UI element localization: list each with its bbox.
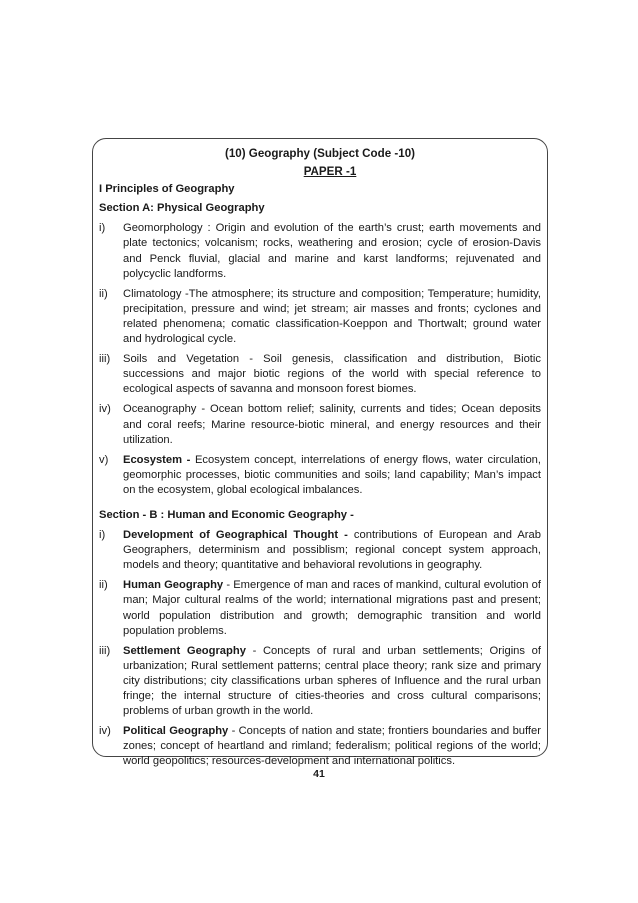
item-text xyxy=(123,402,541,447)
item-description: Ecosystem concept, interrelations of energy flows, water circulation, geomorphic processes, biotic communities and soils; land capability; Man’s impact on the ecosystem, global ecological imbalances. xyxy=(123,453,541,496)
item-text xyxy=(123,528,541,573)
item-text xyxy=(123,453,541,498)
section-b-heading: Section - B : Human and Economic Geography - xyxy=(99,508,354,521)
syllabus-item xyxy=(99,578,541,638)
item-number: i) xyxy=(99,529,106,542)
paper-heading: PAPER -1 xyxy=(303,165,357,179)
item-text xyxy=(123,644,541,719)
syllabus-item xyxy=(99,724,541,769)
item-description: - Concepts of nation and state; frontiers boundaries and buffer zones; concept of heartland and rimland; federalism; political regions of the world; world geopolitics; resources-development and international politics. xyxy=(123,725,541,768)
item-text xyxy=(123,287,541,347)
document-title: (10) Geography (Subject Code -10) xyxy=(224,147,416,160)
item-description: Climatology -The atmosphere; its structure and composition; Temperature; humidity, precipitation, pressure and wind; jet stream; air masses and fronts; cyclones and related phenomena; comatic classification-Koeppon and Thortwalt; ground water and hydrological cycle. xyxy=(123,287,541,346)
item-text xyxy=(123,724,541,769)
item-text xyxy=(123,221,541,281)
item-number: i) xyxy=(99,222,106,235)
section-b-list xyxy=(99,528,541,769)
item-text xyxy=(123,352,541,397)
item-number: iv) xyxy=(99,403,111,416)
item-description: - Emergence of man and races of mankind, cultural evolution of man; Major cultural realms of the world; international migrations past and present; world population distribution and growth; demographic transition and world population problems. xyxy=(123,579,541,637)
section-a-list xyxy=(99,221,541,498)
part-heading: I Principles of Geography xyxy=(99,183,235,196)
item-number: iii) xyxy=(99,353,111,366)
item-number: v) xyxy=(99,453,109,466)
item-number: iv) xyxy=(99,725,111,738)
item-number: iii) xyxy=(99,644,111,657)
item-number: ii) xyxy=(99,287,108,300)
syllabus-content xyxy=(99,146,541,774)
item-topic-title: Development of Geographical Thought - xyxy=(123,529,348,542)
syllabus-item xyxy=(99,453,541,498)
syllabus-item xyxy=(99,221,541,281)
syllabus-item xyxy=(99,287,541,347)
item-description: contributions of European and Arab Geographers, determinism and possiblism; regional concept system approach, models and theory; quantitative and behavioral revolutions in geography. xyxy=(123,529,541,572)
item-description: Oceanography - Ocean bottom relief; salinity, currents and tides; Ocean deposits and coral reefs; Marine resource-biotic mineral, and energy resources and their utilization. xyxy=(123,403,541,446)
syllabus-item xyxy=(99,644,541,719)
syllabus-item xyxy=(99,352,541,397)
item-topic-title: Settlement Geography xyxy=(123,644,246,657)
item-description: Geomorphology : Origin and evolution of the earth’s crust; earth movements and plate tectonics; volcanism; rocks, weathering and erosion; cycle of erosion-Davis and Penck fluvial, glacial and marine and karst landforms; rejuvenated and polycyclic landforms. xyxy=(123,222,541,280)
page-number: 41 xyxy=(313,768,325,780)
item-description: - Concepts of rural and urban settlements; Origins of urbanization; Rural settlement patterns; central place theory; rank size and primary city distributions; city classifications urban spheres of Influence and the rural urban fringe; the internal structure of cities-theories and cross cultural comparisons; problems of urban growth in the world. xyxy=(123,644,541,718)
item-text xyxy=(123,578,541,638)
item-topic-title: Ecosystem - xyxy=(123,453,191,466)
item-description: Soils and Vegetation - Soil genesis, classification and distribution, Biotic successions and major biotic regions of the world with special reference to ecological aspects of savanna and monsoon forest biomes. xyxy=(123,353,541,396)
item-topic-title: Human Geography xyxy=(123,579,224,592)
section-a-heading: Section A: Physical Geography xyxy=(99,202,265,215)
item-topic-title: Political Geography xyxy=(123,725,229,738)
item-number: ii) xyxy=(99,579,108,592)
syllabus-item xyxy=(99,528,541,573)
syllabus-item xyxy=(99,402,541,447)
